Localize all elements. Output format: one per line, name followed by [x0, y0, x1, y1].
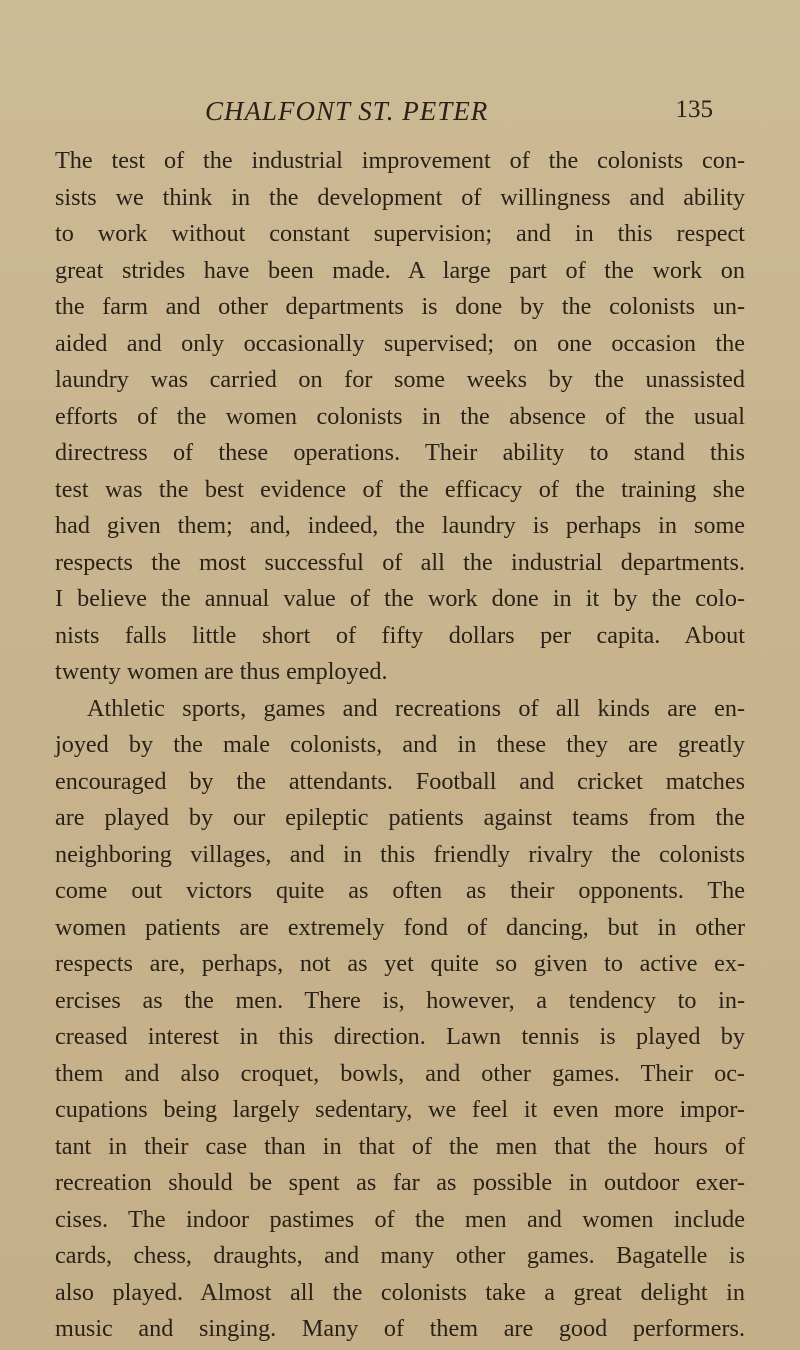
text-line: the farm and other departments is done by the colonists un-	[55, 293, 745, 320]
text-line: sists we think in the development of willingness and ability	[55, 183, 745, 211]
text-line: I believe the annual value of the work done in it by the colo-	[55, 585, 745, 612]
text-line: creased interest in this direction. Lawn tennis is played by	[55, 1023, 745, 1050]
text-line: come out victors quite as often as their opponents. The	[55, 877, 745, 904]
text-line: great strides have been made. A large part of the work on	[55, 256, 745, 284]
text-line: to work without constant supervision; and in this respect	[55, 220, 745, 247]
text-line: ercises as the men. There is, however, a tendency to in-	[55, 986, 745, 1014]
body-text	[55, 143, 745, 1348]
text-line: laundry was carried on for some weeks by the unassisted	[55, 366, 745, 393]
paragraph-first-line: Athletic sports, games and recreations of all kinds are en-	[87, 694, 745, 722]
text-line: aided and only occasionally supervised; on one occasion the	[55, 329, 745, 357]
text-line: had given them; and, indeed, the laundry is perhaps in some	[55, 512, 745, 539]
text-line: recreation should be spent as far as possible in outdoor exer-	[55, 1169, 745, 1196]
text-line: tant in their case than in that of the men that the hours of	[55, 1132, 745, 1160]
page-number: 135	[675, 96, 713, 123]
text-line: joyed by the male colonists, and in these they are greatly	[55, 731, 745, 758]
text-line: cupations being largely sedentary, we feel it even more impor-	[55, 1096, 745, 1123]
text-line: are played by our epileptic patients against teams from the	[55, 804, 745, 831]
text-line: cards, chess, draughts, and many other games. Bagatelle is	[55, 1242, 745, 1269]
running-head: CHALFONT ST. PETER	[205, 96, 489, 126]
text-line: women patients are extremely fond of dancing, but in other	[55, 913, 745, 941]
text-line: neighboring villages, and in this friendly rivalry the colonists	[55, 840, 745, 868]
text-line: respects are, perhaps, not as yet quite so given to active ex-	[55, 950, 745, 977]
text-line: music and singing. Many of them are good performers.	[55, 1315, 745, 1342]
text-line: encouraged by the attendants. Football and cricket matches	[55, 767, 745, 795]
text-line: nists falls little short of fifty dollars per capita. About	[55, 621, 745, 649]
text-line: respects the most successful of all the industrial departments.	[55, 548, 745, 576]
text-line: The test of the industrial improvement of the colonists con-	[55, 147, 745, 174]
text-line: them and also croquet, bowls, and other games. Their oc-	[55, 1059, 745, 1087]
page-header	[0, 96, 800, 136]
text-line: efforts of the women colonists in the absence of the usual	[55, 402, 745, 430]
text-line: directress of these operations. Their ability to stand this	[55, 439, 745, 466]
text-line: cises. The indoor pastimes of the men and women include	[55, 1205, 745, 1233]
text-line: also played. Almost all the colonists take a great delight in	[55, 1278, 745, 1306]
text-line: twenty women are thus employed.	[55, 658, 388, 685]
text-line: test was the best evidence of the efficacy of the training she	[55, 475, 745, 503]
